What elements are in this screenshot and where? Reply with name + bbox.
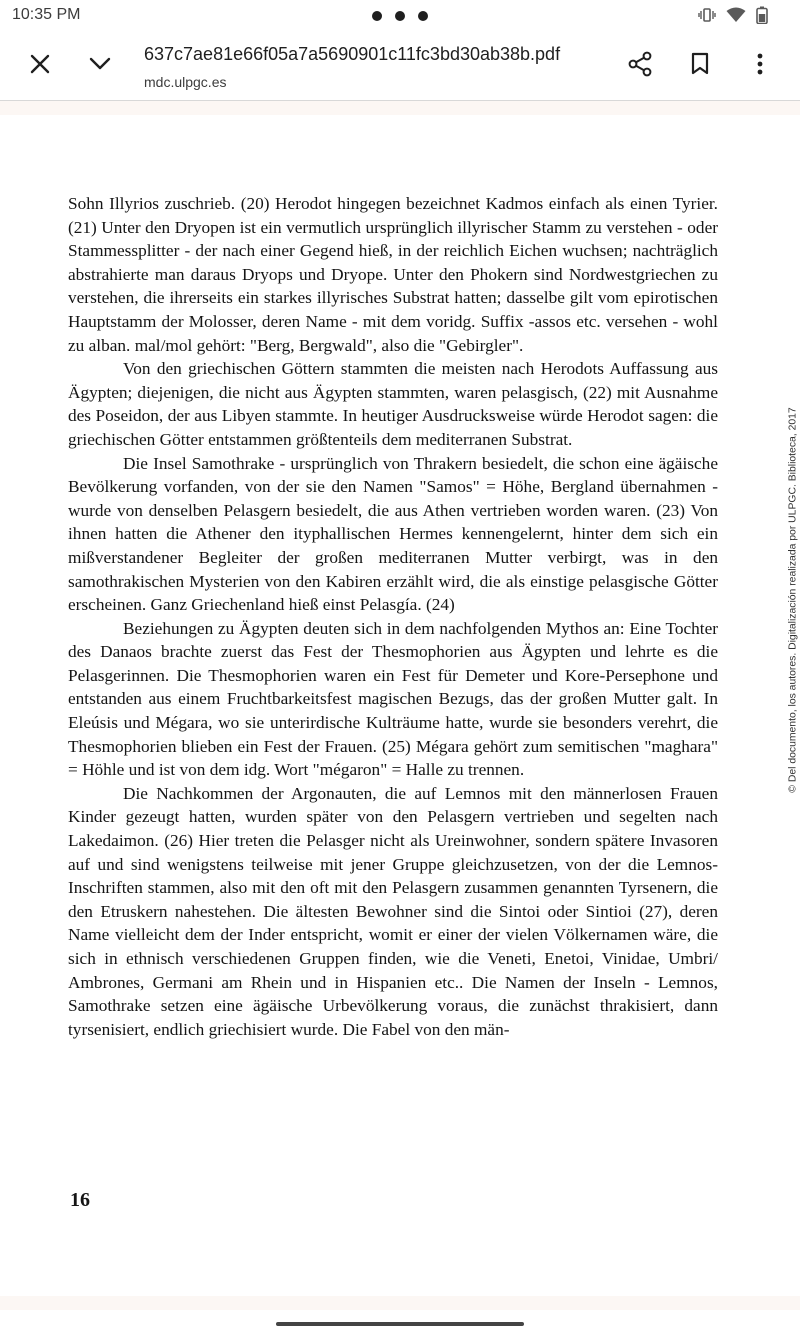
paragraph: Die Insel Samothrake - ursprünglich von Thrakern besiedelt, die schon eine ägäische Bevölkerung vorfanden, von der sie den Namen "Samos" = Höhe, Bergland übernahmen - wurde von denselben Pelasgern besiedelt, die aus Athen vertrieben worden waren. (23) Von ihnen hatten die Athener den ityphallischen Hermes kennengelernt, hinter dem sich ein mißverstandener Begleiter der großen mediterranen Mutter verbirgt, was in den samothrakischen Mysterien von den Kabiren erzählt wird, die als einstige pelasgische Götter erscheinen. Ganz Griechenland hieß einst Pelasgía. (24) bbox=[68, 453, 718, 615]
share-icon bbox=[627, 51, 653, 77]
bookmark-icon bbox=[690, 52, 710, 76]
more-vert-icon bbox=[756, 52, 764, 76]
bookmark-button[interactable] bbox=[680, 44, 720, 84]
document-body bbox=[68, 192, 718, 1041]
notification-dot bbox=[395, 11, 405, 21]
notification-dot bbox=[372, 11, 382, 21]
status-bar bbox=[0, 0, 800, 32]
notification-dot bbox=[418, 11, 428, 21]
page-gap-bottom bbox=[0, 1296, 800, 1310]
status-time: 10:35 PM bbox=[12, 6, 81, 23]
paragraph: Von den griechischen Göttern stammten die meisten nach Herodots Auffassung aus Ägypten; diejenigen, die nicht aus Ägypten stammten, waren pelasgisch, (22) mit Ausnahme des Poseidon, der aus Libyen stammte. In heutiger Ausdrucksweise würde Herodot sagen: die griechischen Götter entstammen größtenteils dem mediterranen Substrat. bbox=[68, 359, 718, 449]
digitization-credit: © Del documento, los autores. Digitalización realizada por ULPGC. Biblioteca, 2017 bbox=[787, 407, 799, 793]
more-options-button[interactable] bbox=[740, 44, 780, 84]
paragraph: Beziehungen zu Ägypten deuten sich in dem nachfolgenden Mythos an: Eine Tochter des Danaos brachte zuerst das Fest der Thesmophorien aus Ägypten und lehrte es die Pelasgerinnen. Die Thesmophorien waren ein Fest für Demeter und Kore-Persephone und entstanden aus einem Fruchtbarkeitsfest magischen Bezugs, das der großen Mutter galt. In Eleúsis und Mégara, wo sie unterirdische Kulträume hatte, wurde sie besonders verehrt, die Thesmophorien blieben ein Fest der Frauen. (25) Mégara gehört zum semitischen "maghara" = Höhle und ist von dem idg. Wort "mégaron" = Halle zu trennen. bbox=[68, 618, 718, 780]
paragraph: Sohn Illyrios zuschrieb. (20) Herodot hingegen bezeichnet Kadmos einfach als einen Tyrier. (21) Unter den Dryopen ist ein vermutlich ursprünglich illyrischer Stamm zu verstehen - oder Stammessplitter - der nach einer Gegend hieß, in der reichlich Eichen wuchsen; nachträglich abstrahierte man daraus Dryops und Dryope. Unter den Phokern sind Nordwestgriechen zu verstehen, die ihrerseits ein starkes illyrisches Substrat hatten; dasselbe gilt vom epirotischen Hauptstamm der Molosser, deren Name - mit dem voridg. Suffix -assos etc. versehen - wohl zu alban. mal/mol gehört: "Berg, Bergwald", also die "Gebirgler". bbox=[68, 194, 718, 355]
chevron-down-icon bbox=[88, 56, 112, 72]
file-domain: mdc.ulpgc.es bbox=[144, 74, 227, 90]
pdf-page[interactable] bbox=[0, 115, 800, 1295]
page-number: 16 bbox=[70, 1189, 90, 1211]
page-gap-top bbox=[0, 101, 800, 115]
system-icons bbox=[698, 6, 768, 24]
battery-icon bbox=[756, 6, 768, 24]
close-icon bbox=[29, 53, 51, 75]
paragraph: Die Nachkommen der Argonauten, die auf Lemnos mit den männerlosen Frauen Kinder gezeugt hatten, wurden später von den Pelasgern vertrieben und segelten nach Lakedaimon. (26) Hier treten die Pelasger nicht als Ureinwohner, sondern spätere Invasoren auf und sind wenigstens teilweise mit jener Gruppe gleichzusetzen, von der die Lemnos-Inschriften stammen, also mit den oft mit den Pelasgern zusammen genannten Tyrsenern, die den Etruskern nahestehen. Die ältesten Bewohner sind die Sintoi oder Sintioi (27), deren Name vielleicht dem der Inder entspricht, womit er einer der vielen Völkernamen wäre, die sich in ethnisch verschiedenen Gruppen finden, wie die Veneti, Enetoi, Vinidae, Umbri/ Ambrones, Germani am Rhein und in Hispanien etc.. Die Namen der Inseln - Lemnos, Samothrake setzen eine ägäische Urbevölkerung voraus, die zunächst thrakisiert, dann tyrsenisiert, endlich griechisiert wurde. Die Fabel von den män- bbox=[68, 783, 718, 1039]
pdf-toolbar bbox=[0, 32, 800, 100]
wifi-icon bbox=[726, 7, 746, 23]
share-button[interactable] bbox=[620, 44, 660, 84]
close-button[interactable] bbox=[20, 44, 60, 84]
gesture-home-bar[interactable] bbox=[276, 1322, 524, 1326]
vibrate-icon bbox=[698, 7, 716, 23]
notification-dots bbox=[372, 10, 428, 22]
collapse-button[interactable] bbox=[80, 44, 120, 84]
file-name: 637c7ae81e66f05a7a5690901c11fc3bd30ab38b.pdf bbox=[144, 44, 561, 64]
